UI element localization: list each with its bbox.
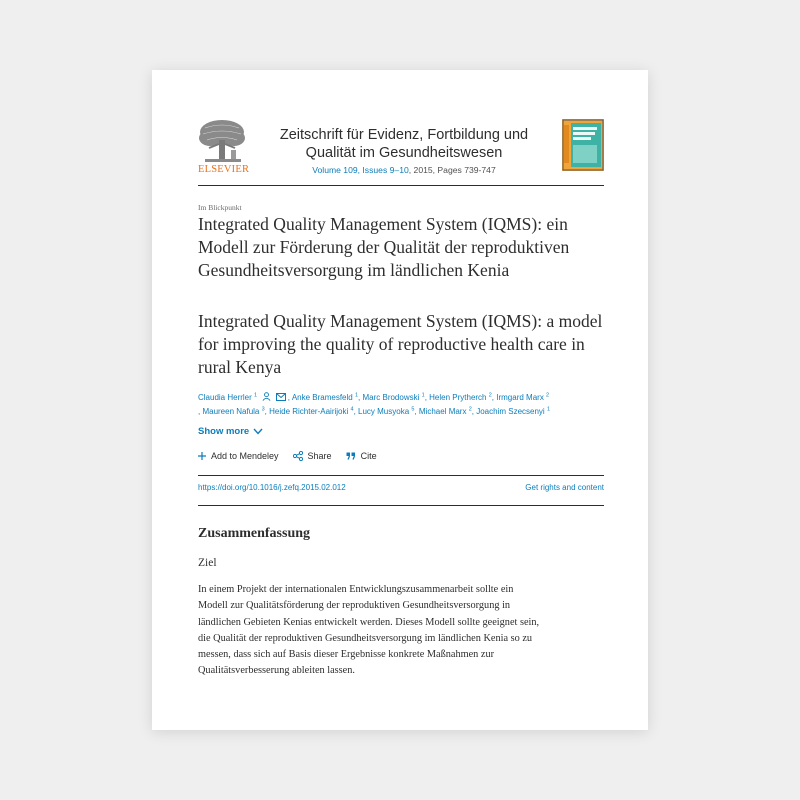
author-separator: ,: [287, 393, 292, 402]
doi-link[interactable]: https://doi.org/10.1016/j.zefq.2015.02.012: [198, 483, 346, 492]
journal-issue-info: [254, 165, 554, 175]
abstract-subheading: Ziel: [198, 557, 217, 569]
author-link[interactable]: Heide Richter-Aairijoki: [269, 407, 349, 416]
quote-icon: [346, 452, 356, 460]
author-separator: ,: [471, 407, 477, 416]
author-affiliation: 1: [546, 406, 551, 413]
plus-icon: [198, 452, 206, 460]
author-affiliation: 2: [546, 392, 550, 399]
publisher-wordmark[interactable]: ELSEVIER: [198, 164, 250, 175]
abstract-line: Qualitätsverbesserung ableiten lassen.: [198, 665, 355, 677]
author-separator: ,: [264, 407, 270, 416]
abstract-line: die Qualität der reproduktiven Gesundheitsversorgung im ländlichen Kenia so zu: [198, 632, 533, 644]
author-affiliation: 3: [261, 406, 265, 413]
article-actions: [198, 451, 377, 461]
abstract-line: Modell zur Qualitätsförderung der reproduktiven Gesundheitsversorgung in: [198, 600, 511, 612]
show-more-label: Show more: [198, 426, 250, 437]
article-page: [152, 70, 648, 730]
add-to-mendeley-button[interactable]: [198, 451, 279, 461]
volume-link[interactable]: Volume 109: [312, 165, 358, 175]
share-label: Share: [307, 451, 332, 461]
abstract-line: In einem Projekt der internationalen Entwicklungszusammenarbeit sollte ein: [198, 584, 514, 595]
doi-top-divider: [198, 475, 604, 476]
author-link[interactable]: Maureen Nafula: [202, 407, 260, 416]
abstract-heading: Zusammenfassung: [198, 526, 311, 541]
envelope-icon[interactable]: [276, 393, 286, 401]
show-more-button[interactable]: [198, 426, 263, 437]
author-affiliation: 4: [350, 406, 354, 413]
person-icon[interactable]: [262, 392, 271, 401]
elsevier-tree-logo: [197, 118, 247, 166]
author-affiliation: 1: [421, 392, 425, 399]
cite-label: Cite: [360, 451, 377, 461]
author-separator: ,: [491, 393, 497, 402]
add-to-mendeley-label: Add to Mendeley: [211, 451, 279, 461]
doi-bottom-divider: [198, 505, 604, 506]
author-link[interactable]: Helen Prytherch: [429, 393, 487, 402]
abstract-text: [198, 582, 610, 680]
abstract-line: ländlichen Gebieten Kenias entwickelt werden. Dieses Modell sollte geeignet sein,: [198, 616, 540, 628]
chevron-down-icon: [253, 428, 263, 435]
author-link[interactable]: Joachim Szecsenyi: [476, 407, 545, 416]
author-affiliation: 5: [411, 406, 415, 413]
author-link[interactable]: Anke Bramesfeld: [291, 393, 353, 402]
author-separator: ,: [414, 407, 419, 416]
journal-cover-thumbnail[interactable]: [562, 119, 604, 171]
volume-issue-separator: ,: [357, 165, 363, 175]
rights-link[interactable]: Get rights and content: [525, 483, 604, 492]
article-title-english: Integrated Quality Management System (IQMS): a model for improving the quality of reproductive health care in rural Kenya: [198, 311, 603, 377]
author-link[interactable]: Irmgard Marx: [496, 393, 544, 402]
author-link[interactable]: Claudia Herrler: [198, 393, 252, 402]
author-link[interactable]: Lucy Musyoka: [358, 407, 410, 416]
author-separator: ,: [424, 393, 430, 402]
share-button[interactable]: [293, 451, 332, 461]
author-link[interactable]: Marc Brodowski: [362, 393, 420, 402]
cite-button[interactable]: [346, 451, 377, 461]
header-divider: [198, 185, 604, 186]
author-separator: ,: [198, 407, 203, 416]
share-icon: [293, 451, 303, 461]
issue-link[interactable]: Issues 9–10: [362, 165, 409, 175]
author-separator: ,: [358, 393, 363, 402]
author-separator: ,: [353, 407, 359, 416]
author-list: [198, 391, 608, 419]
author-affiliation: 1: [254, 392, 258, 399]
article-section-label: Im Blickpunkt: [198, 203, 242, 212]
author-link[interactable]: Michael Marx: [418, 407, 467, 416]
abstract-line: messen, dass sich auf Basis dieser Ergebnisse konkrete Maßnahmen zur: [198, 649, 495, 661]
year-pages: , 2015, Pages 739-747: [408, 165, 496, 175]
article-title-german: Integrated Quality Management System (IQMS): ein Modell zur Förderung der Qualität der reproduktiven Gesundheitsversorgung im ländlichen Kenia: [198, 214, 570, 280]
author-affiliation: 2: [468, 406, 472, 413]
author-affiliation: 2: [488, 392, 492, 399]
author-affiliation: 1: [354, 392, 359, 399]
journal-title[interactable]: Zeitschrift für Evidenz, Fortbildung und Qualität im Gesundheitswesen: [279, 127, 529, 161]
